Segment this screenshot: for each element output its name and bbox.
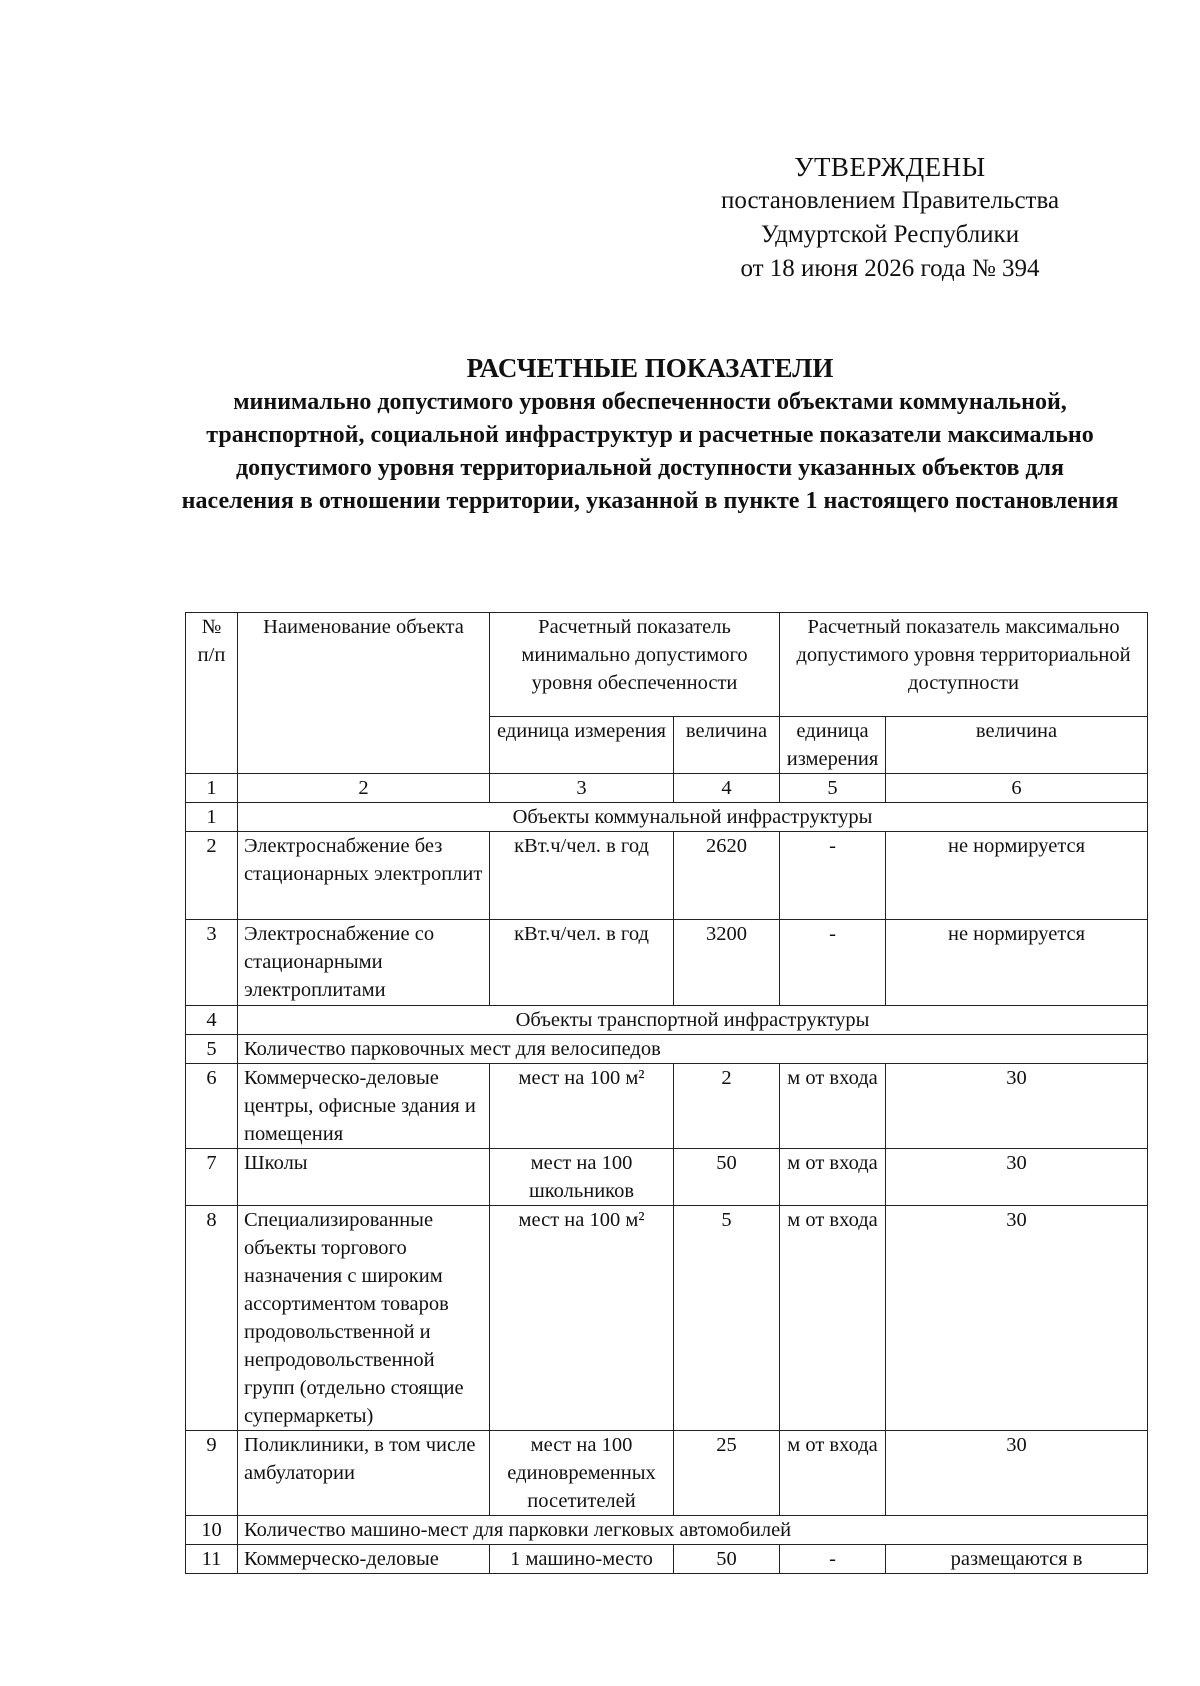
object-name: Поликлиники, в том числе амбулатории [238, 1431, 490, 1516]
approval-title: УТВЕРЖДЕНЫ [794, 152, 986, 182]
approval-line-3: от 18 июня 2026 года № 394 [740, 255, 1040, 282]
max-unit: - [780, 1545, 886, 1574]
min-unit: мест на 100 школьников [490, 1149, 674, 1206]
min-value: 5 [674, 1206, 780, 1431]
column-number: 6 [886, 774, 1148, 803]
column-number: 2 [238, 774, 490, 803]
row-number: 1 [186, 803, 238, 832]
row-number: 8 [186, 1206, 238, 1431]
header-unit-2: единица измерения [780, 717, 886, 774]
table-row [186, 832, 1148, 920]
table-row [186, 1431, 1148, 1516]
row-number: 11 [186, 1545, 238, 1574]
max-unit: м от входа [780, 1431, 886, 1516]
table-row [186, 1064, 1148, 1149]
max-value: не нормируется [886, 832, 1148, 920]
min-value: 50 [674, 1545, 780, 1574]
min-unit: мест на 100 единовременных посетителей [490, 1431, 674, 1516]
approval-line-1: постановлением Правительства [720, 187, 1060, 214]
row-number: 3 [186, 920, 238, 1006]
row-number: 9 [186, 1431, 238, 1516]
column-number: 3 [490, 774, 674, 803]
header-unit: единица измерения [490, 717, 674, 774]
max-value: не нормируется [886, 920, 1148, 1006]
column-number: 5 [780, 774, 886, 803]
max-unit: м от входа [780, 1064, 886, 1149]
column-number: 4 [674, 774, 780, 803]
row-number: 10 [186, 1516, 238, 1545]
table-row [186, 1006, 1148, 1035]
row-number: 5 [186, 1035, 238, 1064]
min-unit: кВт.ч/чел. в год [490, 832, 674, 920]
max-value: 30 [886, 1206, 1148, 1431]
row-number: 4 [186, 1006, 238, 1035]
column-number: 1 [186, 774, 238, 803]
max-unit: м от входа [780, 1206, 886, 1431]
table-row [186, 1149, 1148, 1206]
max-unit: м от входа [780, 1149, 886, 1206]
header-value-2: величина [886, 717, 1148, 774]
row-number: 6 [186, 1064, 238, 1149]
min-value: 50 [674, 1149, 780, 1206]
header-min-group: Расчетный показатель минимально допустимого уровня обеспеченности [490, 613, 780, 717]
object-name: Электроснабжение со стационарными электроплитами [238, 920, 490, 1006]
min-value: 2 [674, 1064, 780, 1149]
section-heading: Объекты транспортной инфраструктуры [238, 1006, 1148, 1035]
max-value: 30 [886, 1064, 1148, 1149]
header-value: величина [674, 717, 780, 774]
table-row [186, 1206, 1148, 1431]
header-max-group: Расчетный показатель максимально допустимого уровня территориальной доступности [780, 613, 1148, 717]
document-title-main: РАСЧЕТНЫЕ ПОКАЗАТЕЛИ [466, 353, 834, 383]
subsection-heading: Количество парковочных мест для велосипедов [238, 1035, 1148, 1064]
max-unit: - [780, 920, 886, 1006]
max-value: 30 [886, 1149, 1148, 1206]
document-title-subtitle: минимально допустимого уровня обеспеченности объектами коммунальной, транспортной, социальной инфраструктур и расчетные показатели максимально допустимого уровня территориальной доступности указанных объектов для населения в отношении территории, указанной в пункте 1 настоящего постановления [181, 389, 1119, 514]
table-row [186, 1035, 1148, 1064]
object-name: Специализированные объекты торгового назначения с широким ассортиментом товаров продовольственной и непродовольственной групп (отдельно стоящие супермаркеты) [238, 1206, 490, 1431]
section-heading: Объекты коммунальной инфраструктуры [238, 803, 1148, 832]
object-name: Коммерческо-деловые [238, 1545, 490, 1574]
row-number: 2 [186, 832, 238, 920]
approval-block [700, 150, 1080, 286]
object-name: Коммерческо-деловые центры, офисные здания и помещения [238, 1064, 490, 1149]
subsection-heading: Количество машино-мест для парковки легковых автомобилей [238, 1516, 1148, 1545]
table-row [186, 920, 1148, 1006]
table-row [186, 1516, 1148, 1545]
min-unit: мест на 100 м² [490, 1064, 674, 1149]
min-value: 3200 [674, 920, 780, 1006]
max-unit: - [780, 832, 886, 920]
min-unit: 1 машино-место [490, 1545, 674, 1574]
object-name: Школы [238, 1149, 490, 1206]
header-name: Наименование объекта [238, 613, 490, 774]
min-unit: мест на 100 м² [490, 1206, 674, 1431]
approval-line-2: Удмуртской Республики [760, 221, 1020, 248]
min-unit: кВт.ч/чел. в год [490, 920, 674, 1006]
max-value: размещаются в [886, 1545, 1148, 1574]
object-name: Электроснабжение без стационарных электроплит [238, 832, 490, 920]
row-number: 7 [186, 1149, 238, 1206]
table-row [186, 803, 1148, 832]
document-title [180, 350, 1120, 518]
table-header-row [186, 613, 1148, 717]
max-value: 30 [886, 1431, 1148, 1516]
header-num: № п/п [186, 613, 238, 774]
table-row [186, 1545, 1148, 1574]
min-value: 25 [674, 1431, 780, 1516]
indicators-table [185, 612, 1148, 1574]
column-numbers-row [186, 774, 1148, 803]
min-value: 2620 [674, 832, 780, 920]
